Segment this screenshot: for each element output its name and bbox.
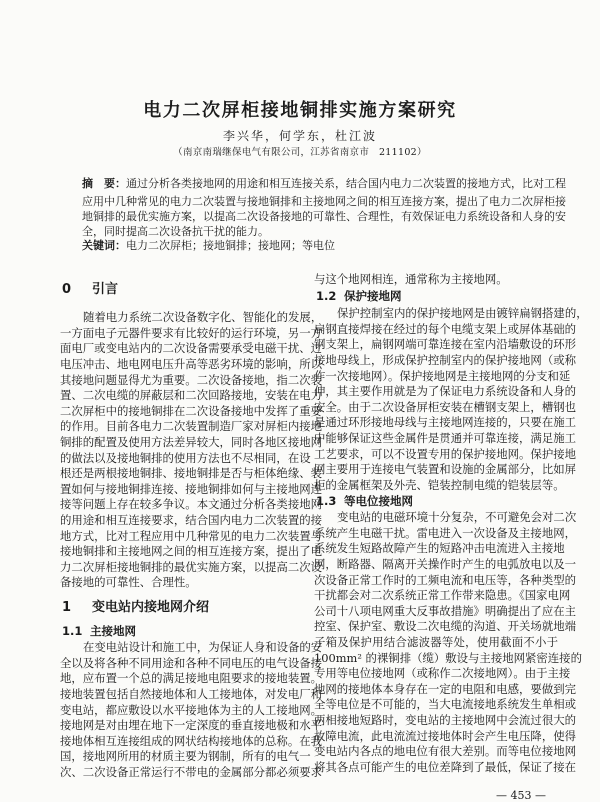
- body-text-line: 工艺要求，可以不设置专用的保护接地网。保护接地: [314, 446, 576, 461]
- section-number: 1.3: [316, 494, 337, 508]
- body-text-line: 接地体相互连接组成的网状结构接地体的总称。在我: [60, 733, 322, 748]
- body-text-line: 一方面电子元器件要求有比较好的运行环境，另一方: [60, 325, 322, 340]
- abstract-line: [82, 177, 566, 192]
- abstract-text: 应用中几种常见的电力二次装置与接地铜排和主接地网之间的相互连接方案，提出了电力二次屏柜接: [82, 195, 566, 208]
- body-text-line: 接地装置包括自然接地体和人工接地体，对发电厂和: [60, 687, 322, 701]
- body-text-line: 接地铜排和主接地网之间的相互连接方案，提出了电: [60, 544, 322, 559]
- body-text-line: 国，接地网所用的材质主要为钢制，所有的电气一: [60, 749, 311, 764]
- abstract-text: 全，同时提高二次设备抗干扰的能力。: [82, 225, 269, 238]
- abstract-line: [82, 225, 532, 240]
- body-text-line: 次、二次设备正常运行不带电的金属部分都必须要求: [60, 765, 322, 779]
- section-title: 变电站内接地网介绍: [92, 600, 210, 615]
- section-number: 0: [62, 282, 72, 297]
- body-text-line: 是通过环形接地母线与主接地网连接的，只要在施工: [314, 415, 576, 430]
- body-text-line: 将其各点可能产生的电位差降到了最低，保证了接在: [314, 759, 576, 774]
- body-text-line: 钢支架上，扁钢网端可靠连接在室内沿墙敷设的环形: [314, 337, 576, 352]
- body-text-line: 干扰都会对二次系统正常工作带来隐患。《国家电网: [314, 588, 571, 603]
- section-title: 引言: [92, 282, 119, 297]
- body-text-line: 地网的接地体本身存在一定的电阻和电感，要做到完: [314, 681, 576, 696]
- section-heading: [62, 623, 136, 639]
- section-title: 主接地网: [90, 624, 136, 638]
- body-text-line: 铜排的配置及使用方法差异较大，同时各地区接地网: [60, 435, 322, 449]
- body-text-line: 柜的金属框架及外壳、铠装控制电缆的铠装层等。: [314, 477, 565, 492]
- body-text-line: 其接地问题显得尤为重要。二次设备接地，指二次装: [60, 372, 322, 387]
- body-text-line: 专用等电位接地网（或称作二次接地网）。由于主接: [314, 666, 571, 681]
- body-text-line: 的用途和相互连接要求，结合国内电力二次装置的接: [60, 513, 322, 527]
- body-text-line: 地，应布置一个总的满足接地电阻要求的接地装置。: [60, 671, 322, 686]
- body-text-line: 伸，其主要作用就是为了保证电力系统设备和人身的: [314, 384, 576, 399]
- body-text-line: 地方式，比对工程应用中几种常见的电力二次装置与: [60, 528, 322, 543]
- body-text-line: 两相接地短路时，变电站的主接地网中会流过很大的: [314, 713, 576, 727]
- authors: 李兴华，何学东，杜江波: [222, 129, 377, 143]
- keywords-line: [82, 239, 532, 254]
- section-heading: [316, 288, 402, 304]
- body-text-line: 的做法以及接地铜排的使用方法也不尽相同，在设: [60, 450, 311, 465]
- body-text-line: 系统发生短路故障产生的短路冲击电流进入主接地: [314, 541, 565, 556]
- abstract-line: [82, 210, 566, 225]
- body-text-line: 置如何与接地铜排连接、接地铜排如何与主接地网连: [60, 481, 322, 496]
- body-text-line: 接等问题上存在较多争议。本文通过分析各类接地网: [60, 497, 322, 512]
- body-text-line: 作一次接地网）。保护接地网是主接地网的分支和延: [314, 368, 571, 383]
- body-text-line: 安全。由于二次设备屏柜安装在槽钢支架上，槽钢也: [314, 399, 576, 414]
- body-text-line: 100mm² 的裸铜排（缆）敷设与主接地网紧密连接的: [314, 650, 582, 665]
- body-text-line: 子箱及保护用结合滤波器等处，使用截面不小于: [314, 635, 558, 649]
- body-text-line: 面电厂或变电站内的二次设备需要承受电磁干扰、过: [60, 341, 322, 356]
- body-text-line: 保护控制室内的保护接地网是由镀锌扁钢搭建的，: [337, 306, 588, 321]
- body-text-line: 故障电流，此电流流过接地体时会产生电压降，使得: [314, 728, 576, 743]
- abstract-text: 通过分析各类接地网的用途和相互连接关系，结合国内电力二次装置的接地方式，比对工程: [126, 177, 566, 190]
- body-text-line: 根还是两根接地铜排、接地铜排是否与柜体绝缘、装: [60, 466, 322, 481]
- body-text-line: 次设备正常工作时的工频电流和电压等，各种类型的: [314, 572, 576, 587]
- body-text-line: 中能够保证这些金属件是贯通并可靠连接，满足施工: [314, 431, 576, 445]
- abstract-text: 地铜排的最优实施方案，以提高二次设备接地的可靠性、合理性，有效保证电力系统设备和人身的安: [82, 210, 566, 223]
- body-text-line: 与这个地网相连，通常称为主接地网。: [314, 272, 508, 287]
- section-title: 等电位接地网: [344, 494, 413, 508]
- section-heading: [62, 281, 118, 299]
- body-text-line: 控室、保护室、敷设二次电缆的沟道、开关场就地端: [314, 619, 576, 634]
- page-number: — 453 —: [496, 789, 546, 802]
- body-text-line: 网主要用于连接电气装置和设施的金属部分，比如屏: [314, 462, 576, 477]
- section-number: 1.2: [316, 289, 337, 303]
- body-text-line: 全等电位是不可能的，当大电流接地系统发生单相或: [314, 697, 576, 712]
- body-text-line: 的作用。目前各电力二次装置制造厂家对屏柜内接地: [60, 419, 322, 434]
- body-text-line: 接地网是对由埋在地下一定深度的垂直接地极和水平: [60, 718, 322, 733]
- body-text-line: 随着电力系统二次设备数字化、智能化的发展，: [83, 310, 323, 325]
- body-text-line: 全以及将各种不同用途和各种不同电压的电气设备接: [60, 655, 322, 670]
- paper-title: 电力二次屏柜接地铜排实施方案研究: [143, 100, 457, 121]
- body-text-line: 置、二次电缆的屏蔽层和二次回路接地，安装在电力: [60, 388, 322, 403]
- body-text-line: 网，断路器、隔离开关操作时产生的电弧放电以及一: [314, 557, 576, 571]
- section-heading: [316, 493, 413, 509]
- affiliation: （南京南瑞继保电气有限公司，江苏省南京市 211102）: [173, 147, 427, 158]
- body-text-line: 扁钢直接焊接在经过的每个电缆支架上或屏体基础的: [314, 321, 576, 336]
- keywords: 电力二次屏柜；接地铜排；接地网；等电位: [126, 239, 335, 252]
- abstract-line: [82, 195, 566, 210]
- body-text-line: 力二次屏柜接地铜排的最优实施方案，以提高二次设: [60, 559, 322, 574]
- abstract-label: 摘 要：: [82, 177, 126, 190]
- body-text-line: 系统产生电磁干扰。雷电进入一次设备及主接地网，: [314, 525, 576, 540]
- section-number: 1: [62, 600, 72, 615]
- body-text-line: 备接地的可靠性、合理性。: [60, 575, 197, 590]
- body-text-line: 变电站的电磁环境十分复杂，不可避免会对二次: [337, 510, 577, 525]
- body-text-line: 接地母线上，形成保护控制室内的保护接地网（或称: [314, 353, 576, 367]
- keywords-label: 关键词：: [82, 239, 126, 252]
- body-text-line: 二次屏柜中的接地铜排在二次设备接地中发挥了重要: [60, 403, 322, 418]
- body-text-line: 变电站，都应敷设以水平接地体为主的人工接地网。: [60, 702, 322, 717]
- body-text-line: 变电站内各点的地电位有很大差别。而等电位接地网: [314, 744, 576, 759]
- section-number: 1.1: [62, 624, 83, 638]
- section-heading: [62, 599, 209, 617]
- body-text-line: 在变电站设计和施工中，为保证人身和设备的安: [83, 640, 323, 655]
- section-title: 保护接地网: [344, 289, 402, 303]
- body-text-line: 公司十八项电网重大反事故措施》明确提出了应在主: [314, 603, 576, 618]
- body-text-line: 电压冲击、地电网电压升高等恶劣环境的影响，所以: [60, 357, 322, 371]
